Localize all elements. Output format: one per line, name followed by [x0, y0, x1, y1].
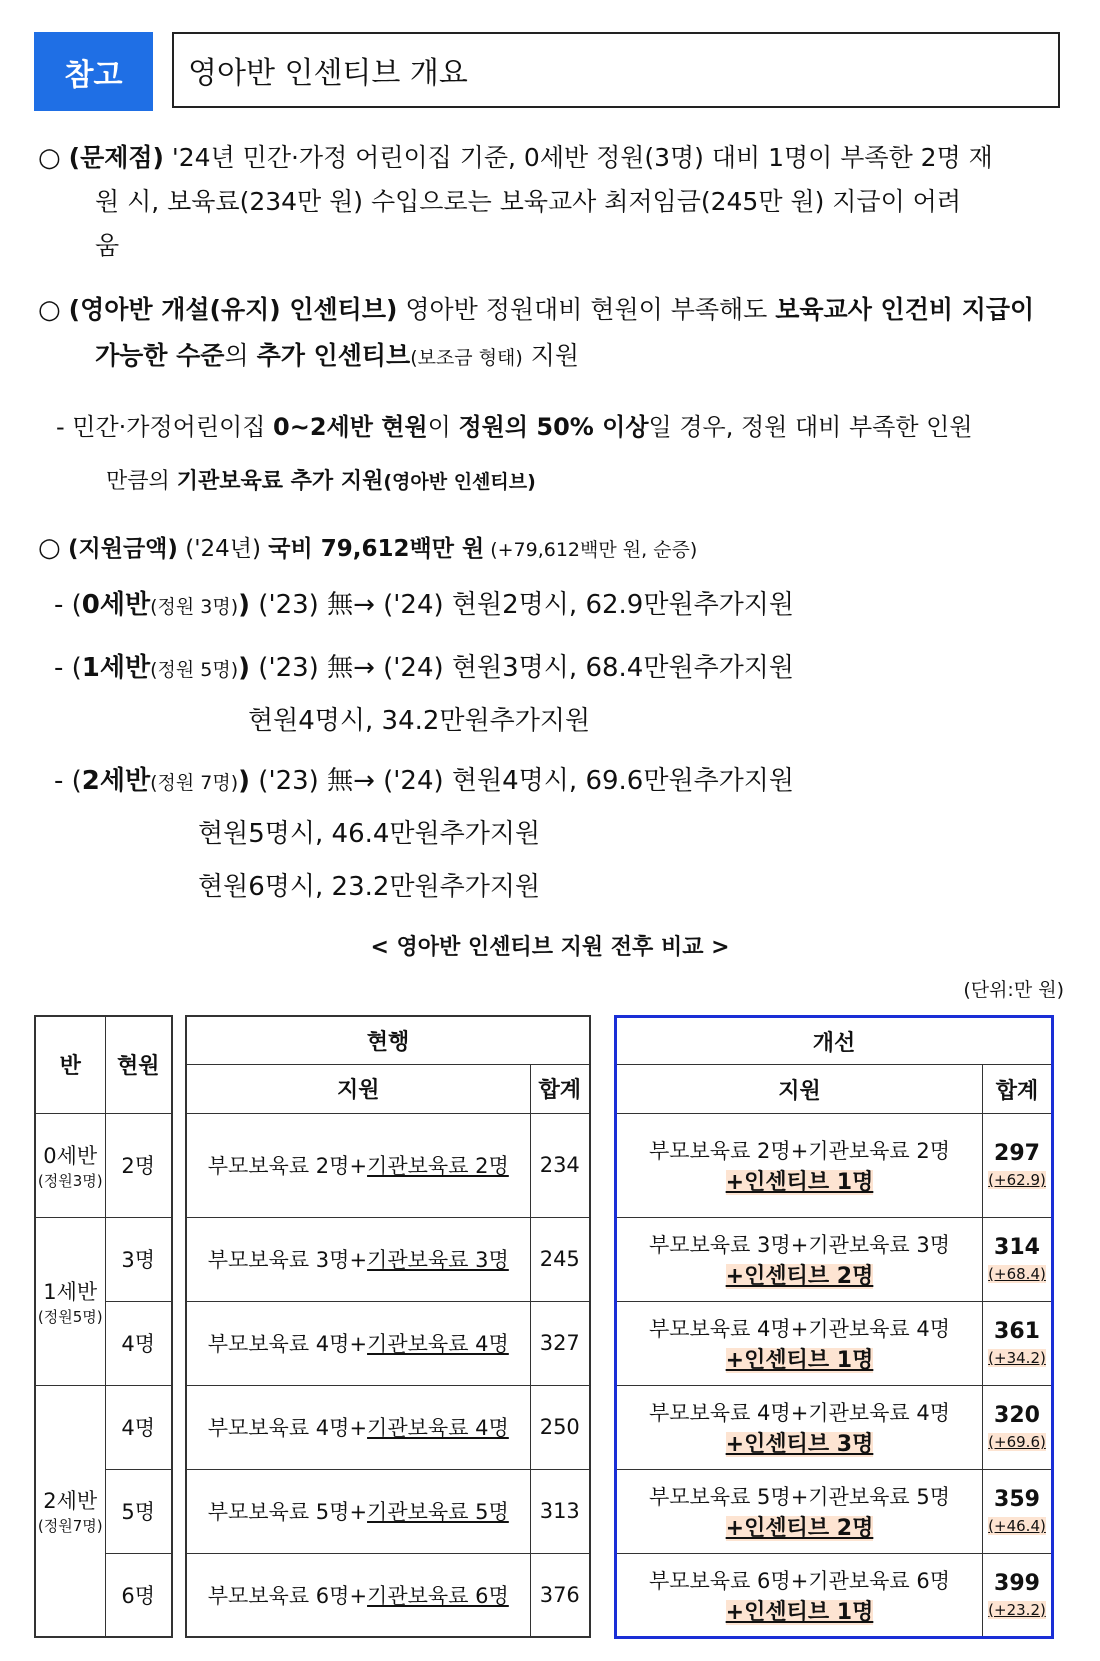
now-total-cell: 313 [530, 1469, 590, 1553]
close-paren: ) [238, 653, 251, 683]
class-support: ('23) 無→ ('24) 현원2명시, 62.9만원추가지원 [250, 590, 795, 620]
support-header: 지원 [186, 1064, 530, 1113]
incentive-text-2a: 가능한 수준 [95, 341, 225, 370]
bullet: ○ [38, 295, 61, 325]
new-base: 부모보육료 5명+기관보육료 5명 [648, 1485, 951, 1509]
new-increase: (+69.6) [988, 1433, 1046, 1451]
incentive-text-2e: 지원 [522, 341, 580, 370]
now-support-cell [186, 1385, 530, 1469]
class-row-1-cont: 현원4명시, 34.2만원추가지원 [248, 706, 591, 736]
now-support-cell [186, 1217, 530, 1301]
bullet: ○ [38, 143, 61, 173]
new-incentive-text: +인센티브 2명 [725, 1264, 874, 1289]
dash: - ( [54, 653, 82, 683]
condition-text-1: 민간·가정어린이집 [64, 413, 274, 441]
current-header: 현원 [105, 1016, 172, 1113]
incentive-text-2d: (보조금 형태) [410, 347, 523, 369]
class-capacity: (정원 5명) [150, 659, 239, 681]
condition-line-1 [56, 403, 973, 452]
new-incentive [617, 1259, 982, 1290]
new-support-cell [616, 1554, 983, 1638]
class-name: 0세반 [81, 590, 151, 620]
new-total: 399 [994, 1570, 1040, 1596]
now-total-cell: 245 [530, 1217, 590, 1301]
current-cell: 4명 [105, 1301, 172, 1385]
class-cell-0 [35, 1113, 105, 1217]
now-parent: 부모보육료 3명+ [207, 1248, 368, 1272]
now-parent: 부모보육료 2명+ [207, 1154, 368, 1178]
condition-text-8: (영아반 인센티브) [383, 471, 536, 493]
class-cell-capacity: (정원5명) [37, 1307, 103, 1326]
amount-text-3: (+79,612백만 원, 순증) [484, 539, 698, 561]
new-total: 297 [994, 1141, 1040, 1166]
now-total-cell: 376 [530, 1553, 590, 1637]
current-cell: 6명 [105, 1553, 172, 1637]
problem-line-2: 원 시, 보육료(234만 원) 수입으로는 보육교사 최저임금(245만 원) 지급이 어려 [95, 187, 961, 216]
incentive-line-2 [95, 331, 579, 383]
class-cell-2 [35, 1385, 105, 1637]
incentive-line-1 [38, 285, 1034, 335]
class-row-1 [54, 647, 794, 684]
condition-text-6: 만큼의 [106, 469, 177, 494]
dash: - ( [54, 766, 82, 796]
incentive-label: (영아반 개설(유지) 인센티브) [68, 295, 398, 324]
page-title [172, 32, 1060, 108]
current-cell: 2명 [105, 1113, 172, 1217]
now-support-cell [186, 1301, 530, 1385]
support-header: 지원 [616, 1065, 983, 1114]
now-institution: 기관보육료 6명 [367, 1583, 509, 1608]
close-paren: ) [238, 766, 251, 796]
new-total-cell [983, 1470, 1053, 1554]
new-total-cell [983, 1114, 1053, 1218]
problem-line-3: 움 [95, 231, 120, 260]
new-support-cell [616, 1218, 983, 1302]
condition-text-5: 일 경우, 정원 대비 부족한 인원 [648, 413, 973, 441]
new-support-cell [616, 1386, 983, 1470]
incentive-text-2b: 의 [224, 341, 257, 370]
new-total-cell [983, 1218, 1053, 1302]
improved-header: 개선 [616, 1017, 1053, 1065]
table-unit: (단위:만 원) [963, 979, 1064, 1001]
condition-text-2: 0~2세반 현원 [273, 413, 428, 441]
condition-text-7: 기관보육료 추가 지원 [176, 469, 384, 494]
new-incentive [617, 1343, 982, 1374]
class-capacity: (정원 7명) [150, 772, 239, 794]
total-header: 합계 [530, 1064, 590, 1113]
new-base: 부모보육료 6명+기관보육료 6명 [648, 1568, 951, 1593]
current-cell: 5명 [105, 1469, 172, 1553]
new-increase: (+34.2) [988, 1349, 1046, 1367]
now-support-cell [186, 1469, 530, 1553]
table-caption: < 영아반 인센티브 지원 전후 비교 > [370, 935, 730, 960]
now-total-cell: 234 [530, 1113, 590, 1217]
current-cell: 3명 [105, 1217, 172, 1301]
new-incentive-text: +인센티브 1명 [725, 1348, 874, 1373]
new-base: 부모보육료 2명+기관보육료 2명 [648, 1139, 951, 1163]
new-incentive [617, 1427, 982, 1458]
now-institution: 기관보육료 3명 [367, 1248, 509, 1272]
now-total-cell: 327 [530, 1301, 590, 1385]
new-increase: (+62.9) [988, 1171, 1046, 1189]
new-base: 부모보육료 4명+기관보육료 4명 [648, 1401, 951, 1425]
now-institution: 기관보육료 5명 [367, 1500, 509, 1524]
condition-text-4: 정원의 50% 이상 [458, 413, 649, 441]
new-total: 320 [994, 1403, 1040, 1428]
now-institution: 기관보육료 4명 [367, 1416, 509, 1440]
now-parent: 부모보육료 6명+ [207, 1583, 368, 1608]
problem-line-1 [38, 133, 993, 183]
class-capacity: (정원 3명) [150, 596, 239, 618]
amount-line [38, 524, 697, 575]
now-institution: 기관보육료 2명 [367, 1154, 509, 1178]
class-cell-capacity: (정원7명) [37, 1517, 103, 1536]
close-paren: ) [238, 590, 251, 620]
class-cell-name: 0세반 [43, 1143, 98, 1168]
new-support-cell [616, 1470, 983, 1554]
new-incentive-text: +인센티브 3명 [725, 1432, 874, 1457]
now-support-cell [186, 1553, 530, 1637]
new-increase: (+46.4) [988, 1517, 1046, 1535]
new-base: 부모보육료 4명+기관보육료 4명 [648, 1317, 951, 1341]
problem-label: (문제점) [68, 143, 164, 172]
new-incentive [617, 1165, 982, 1196]
incentive-text-1a: 영아반 정원대비 현원이 부족해도 [397, 295, 776, 324]
new-increase: (+68.4) [988, 1265, 1046, 1283]
now-institution: 기관보육료 4명 [367, 1332, 509, 1356]
now-header: 현행 [186, 1016, 590, 1064]
new-total: 361 [994, 1319, 1040, 1344]
new-total: 359 [994, 1487, 1040, 1512]
new-incentive [617, 1511, 982, 1542]
class-cell-name: 1세반 [43, 1279, 98, 1304]
new-support-cell [616, 1114, 983, 1218]
amount-text-1: ('24년) [177, 536, 269, 562]
now-parent: 부모보육료 4명+ [207, 1416, 368, 1440]
page-title-text: 영아반 인센티브 개요 [188, 56, 468, 91]
new-total-cell [983, 1302, 1053, 1386]
bullet: ○ [38, 533, 61, 563]
class-support: ('23) 無→ ('24) 현원3명시, 68.4만원추가지원 [250, 653, 795, 683]
class-cell-name: 2세반 [43, 1489, 98, 1514]
new-incentive-text: +인센티브 1명 [725, 1599, 874, 1625]
new-incentive-text: +인센티브 2명 [725, 1516, 874, 1541]
new-total-cell [983, 1554, 1053, 1638]
new-total-cell [983, 1386, 1053, 1470]
new-base: 부모보육료 3명+기관보육료 3명 [648, 1233, 951, 1257]
now-total-cell: 250 [530, 1385, 590, 1469]
current-scheme-table [185, 1015, 591, 1638]
new-incentive [617, 1595, 982, 1626]
new-support-cell [616, 1302, 983, 1386]
class-support: ('23) 無→ ('24) 현원4명시, 69.6만원추가지원 [250, 766, 795, 796]
class-name: 2세반 [81, 766, 151, 796]
condition-text-3: 이 [427, 413, 459, 441]
class-cell-1 [35, 1217, 105, 1385]
class-row-2 [54, 760, 794, 797]
reference-tag: 참고 [34, 32, 153, 111]
amount-label: (지원금액) [68, 536, 178, 562]
now-parent: 부모보육료 5명+ [207, 1500, 368, 1524]
class-row-2-cont-2: 현원6명시, 23.2만원추가지원 [198, 872, 541, 902]
class-row-0 [54, 584, 794, 621]
class-table [34, 1015, 173, 1638]
now-parent: 부모보육료 4명+ [207, 1332, 368, 1356]
amount-text-2: 국비 79,612백만 원 [268, 536, 485, 562]
current-cell: 4명 [105, 1385, 172, 1469]
incentive-text-1b: 보육교사 인건비 지급이 [775, 295, 1035, 324]
class-header: 반 [35, 1016, 105, 1113]
condition-line-2 [106, 457, 536, 507]
total-header: 합계 [983, 1065, 1053, 1114]
class-name: 1세반 [81, 653, 151, 683]
class-row-2-cont-1: 현원5명시, 46.4만원추가지원 [198, 819, 541, 849]
dash: - ( [54, 590, 82, 620]
class-cell-capacity: (정원3명) [37, 1171, 103, 1190]
now-support-cell [186, 1113, 530, 1217]
new-incentive-text: +인센티브 1명 [725, 1170, 874, 1195]
dash: - [56, 413, 65, 441]
new-increase: (+23.2) [988, 1600, 1046, 1619]
incentive-text-2c: 추가 인센티브 [256, 341, 411, 370]
new-total: 314 [994, 1235, 1040, 1260]
improved-scheme-table [614, 1015, 1054, 1639]
problem-text-1: '24년 민간·가정 어린이집 기준, 0세반 정원(3명) 대비 1명이 부족한 2명 재 [163, 143, 993, 172]
